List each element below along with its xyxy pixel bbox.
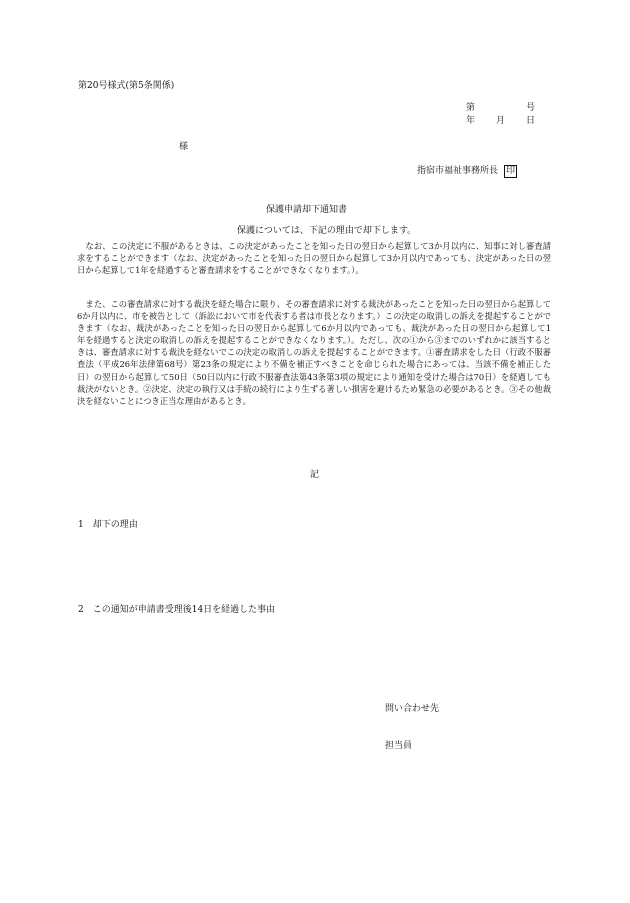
section-delay-reason: 2 この通知が申請書受理後14日を経過した事由 bbox=[78, 605, 276, 615]
number-prefix: 第 bbox=[466, 103, 476, 113]
date-year: 年 bbox=[466, 116, 476, 126]
addressee-suffix: 様 bbox=[179, 142, 189, 152]
lawsuit-notice-paragraph: また、この審査請求に対する裁決を経た場合に限り、その審査請求に対する裁決があったことを知った日の翌日から起算して6か月以内に、市を被告として（訴訟において市を代表する者は市長となります。）この決定の取消しの訴えを提起することができます（なお、裁決があったことを知った日の翌日から起算して6か月以内であっても、裁決があった日の翌日から起算して1年を経過すると決定の取消しの訴えを提起することができなくなります。）。ただし、次の①から③までのいずれかに該当するときは、審査請求に対する裁決を経ないでこの決定の取消しの訴えを提起することができます。①審査請求をした日（行政不服審査法（平成26年法律第68号）第23条の規定により不備を補正すべきことを命じられた場合にあっては、当該不備を補正した日）の翌日から起算して50日（50日以内に行政不服審査法第43条第3項の規定により通知を受けた場合は70日）を経過しても裁決がないとき。②決定、決定の執行又は手続の続行により生ずる著しい損害を避けるため緊急の必要があるとき。③その他裁決を経ないことにつき正当な理由があるとき。 bbox=[77, 299, 551, 406]
number-suffix: 号 bbox=[526, 103, 536, 113]
form-number: 第20号様式(第5条関係) bbox=[78, 81, 175, 91]
document-title: 保護申請却下通知書 bbox=[266, 205, 348, 215]
date-month: 月 bbox=[496, 116, 506, 126]
appeal-notice-paragraph: なお、この決定に不服があるときは、この決定があったことを知った日の翌日から起算して3か月以内に、知事に対し審査請求をすることができます（なお、決定があったことを知った日の翌日から起算して3か月以内であっても、決定があった日の翌日から起算して1年を経過すると審査請求をすることができなくなります。）。 bbox=[77, 241, 551, 276]
date-day: 日 bbox=[526, 116, 536, 126]
contact-person: 担当員 bbox=[385, 741, 413, 751]
section-rejection-reason: 1 却下の理由 bbox=[78, 520, 138, 530]
issuer bbox=[417, 165, 517, 178]
seal-mark: 印 bbox=[506, 166, 516, 176]
contact-label: 問い合わせ先 bbox=[385, 704, 440, 714]
intro-text: 保護については、下記の理由で却下します。 bbox=[237, 226, 417, 236]
ki-heading: 記 bbox=[310, 470, 320, 480]
issuer-name: 指宿市福祉事務所長 bbox=[417, 166, 499, 176]
